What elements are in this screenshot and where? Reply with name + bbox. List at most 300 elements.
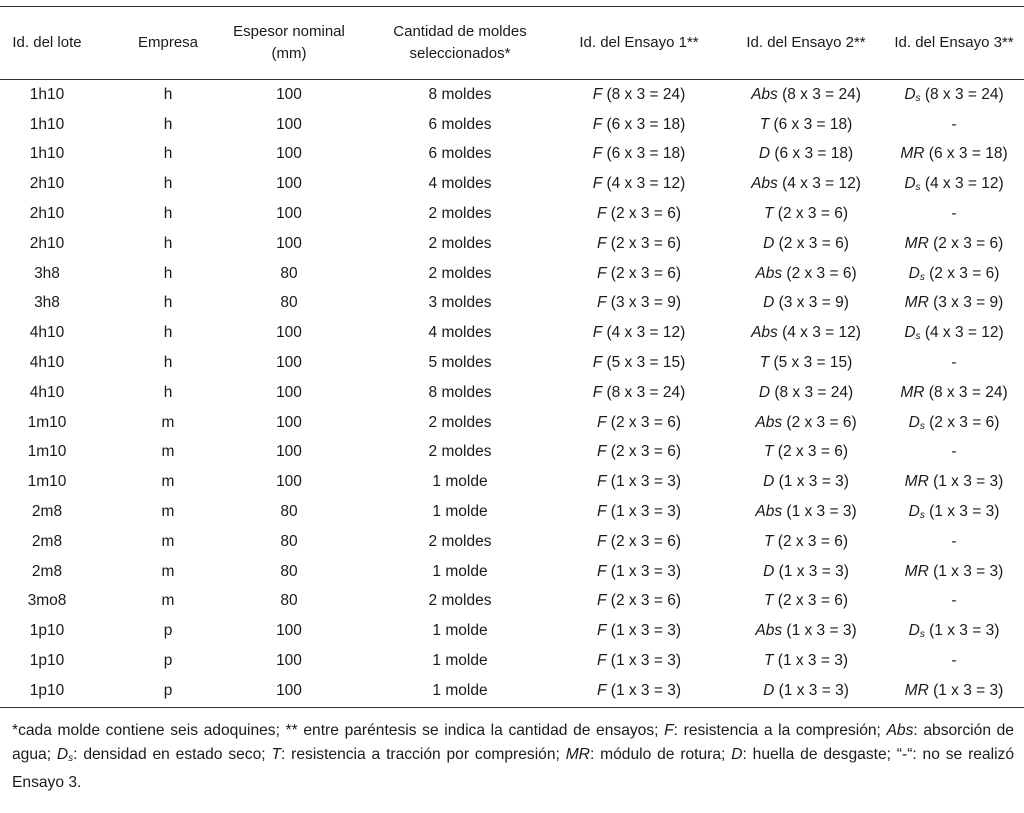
- header-lot-id: Id. del lote: [12, 34, 82, 51]
- cell-thickness: 100: [276, 85, 302, 103]
- cell-company: p: [163, 681, 173, 699]
- cell-lot-id: 3h8: [34, 294, 60, 312]
- test-code: T: [764, 532, 774, 550]
- header-company: Empresa: [137, 34, 199, 51]
- test-count: (8 x 3 = 24): [928, 383, 1008, 401]
- test-code: T: [759, 354, 770, 372]
- test-code: T: [764, 443, 774, 461]
- test-count: (8 x 3 = 24): [924, 85, 1004, 103]
- test-code: F: [592, 383, 603, 401]
- cell-test-2: [728, 378, 884, 408]
- test-count: (6 x 3 = 18): [774, 145, 854, 163]
- test-count: (2 x 3 = 6): [610, 532, 681, 550]
- cell-test-3: [884, 318, 1024, 348]
- cell-company: h: [163, 294, 173, 312]
- test-count: (1 x 3 = 3): [610, 503, 681, 521]
- cell-thickness: 100: [276, 175, 302, 193]
- test-code: F: [592, 324, 603, 342]
- table-row: [0, 169, 1024, 199]
- test-code: MR: [900, 383, 925, 401]
- test-count: (2 x 3 = 6): [610, 592, 681, 610]
- test-code: F: [597, 681, 607, 699]
- cell-test-2: [728, 199, 884, 229]
- test-count: -: [951, 115, 957, 133]
- cell-test-3: [884, 557, 1024, 587]
- cell-lot-id: 2m8: [31, 532, 63, 550]
- cell-company: p: [163, 652, 173, 670]
- cell-molds: 6 moldes: [428, 115, 492, 133]
- cell-company: h: [163, 115, 173, 133]
- test-code: F: [597, 294, 607, 312]
- test-count: -: [951, 592, 957, 610]
- test-count: (1 x 3 = 3): [610, 473, 681, 491]
- cell-lot-id: 1m10: [27, 473, 67, 491]
- cell-test-2: [728, 259, 884, 289]
- cell-thickness: 100: [276, 413, 302, 431]
- test-count: (3 x 3 = 9): [778, 294, 849, 312]
- cell-test-3: [884, 199, 1024, 229]
- test-count: -: [951, 652, 957, 670]
- header-thickness: Espesor nominal (mm): [233, 23, 345, 62]
- test-count: -: [951, 205, 957, 223]
- cell-thickness: 100: [276, 473, 302, 491]
- cell-test-2: [728, 587, 884, 617]
- cell-molds: 2 moldes: [428, 234, 492, 252]
- footnote-segment: F: [664, 722, 674, 739]
- cell-test-3: [884, 438, 1024, 468]
- test-count: (2 x 3 = 6): [929, 264, 1000, 282]
- test-code: $D_s$: [904, 324, 921, 343]
- cell-thickness: 80: [280, 592, 298, 610]
- cell-thickness: 100: [276, 443, 302, 461]
- cell-test-1: [560, 408, 718, 438]
- test-code: F: [597, 532, 607, 550]
- cell-company: h: [163, 145, 173, 163]
- cell-lot-id: 2h10: [29, 234, 65, 252]
- test-count: (2 x 3 = 6): [786, 264, 857, 282]
- test-code: Abs: [751, 175, 778, 193]
- cell-test-1: [560, 110, 718, 140]
- test-count: (1 x 3 = 3): [929, 622, 1000, 640]
- cell-test-2: [728, 497, 884, 527]
- test-count: (6 x 3 = 18): [773, 115, 853, 133]
- cell-company: m: [161, 503, 175, 521]
- cell-thickness: 100: [276, 145, 302, 163]
- cell-test-1: [560, 140, 718, 170]
- test-code: T: [764, 205, 774, 223]
- cell-molds: 4 moldes: [428, 324, 492, 342]
- cell-company: h: [163, 85, 173, 103]
- test-count: (2 x 3 = 6): [610, 443, 681, 461]
- test-code: F: [597, 622, 607, 640]
- cell-test-3: [884, 676, 1024, 706]
- cell-company: p: [163, 622, 173, 640]
- table-row: [0, 140, 1024, 170]
- cell-lot-id: 1p10: [29, 681, 65, 699]
- table-footnote: [12, 719, 1014, 795]
- test-count: (8 x 3 = 24): [782, 85, 861, 103]
- cell-test-2: [728, 169, 884, 199]
- cell-test-3: [884, 497, 1024, 527]
- test-count: (1 x 3 = 3): [778, 681, 849, 699]
- test-code: F: [592, 175, 603, 193]
- cell-lot-id: 3mo8: [27, 592, 67, 610]
- cell-lot-id: 1h10: [29, 145, 65, 163]
- test-code: F: [597, 473, 607, 491]
- test-code: D: [758, 383, 771, 401]
- cell-thickness: 100: [276, 652, 302, 670]
- cell-test-1: [560, 676, 718, 706]
- cell-thickness: 100: [276, 115, 302, 133]
- cell-thickness: 80: [280, 294, 298, 312]
- test-count: (4 x 3 = 12): [606, 175, 686, 193]
- cell-thickness: 80: [280, 562, 298, 580]
- test-code: Abs: [755, 503, 783, 521]
- test-count: (1 x 3 = 3): [778, 473, 849, 491]
- test-count: (2 x 3 = 6): [777, 443, 848, 461]
- footnote-segment: MR: [565, 746, 590, 763]
- test-count: -: [951, 532, 957, 550]
- test-count: (5 x 3 = 15): [773, 354, 853, 372]
- test-count: (2 x 3 = 6): [777, 205, 848, 223]
- table-bottom-rule: [0, 707, 1024, 708]
- cell-molds: 2 moldes: [428, 264, 492, 282]
- cell-lot-id: 1h10: [29, 115, 65, 133]
- cell-test-2: [728, 527, 884, 557]
- test-count: (1 x 3 = 3): [786, 503, 857, 521]
- test-count: (1 x 3 = 3): [610, 622, 681, 640]
- cell-molds: 1 molde: [432, 622, 488, 640]
- test-code: $D_s$: [908, 503, 925, 522]
- test-code: $D_s$: [904, 85, 921, 104]
- cell-molds: 8 moldes: [428, 85, 492, 103]
- test-count: (8 x 3 = 24): [774, 383, 854, 401]
- test-count: (3 x 3 = 9): [933, 294, 1004, 312]
- cell-test-1: [560, 199, 718, 229]
- test-count: (1 x 3 = 3): [933, 562, 1004, 580]
- footnote-segment: Abs: [886, 722, 914, 739]
- test-count: (8 x 3 = 24): [606, 85, 686, 103]
- table-row: [0, 289, 1024, 319]
- test-count: (2 x 3 = 6): [610, 413, 681, 431]
- cell-test-1: [560, 497, 718, 527]
- table-row: [0, 467, 1024, 497]
- test-count: (8 x 3 = 24): [606, 383, 686, 401]
- cell-test-2: [728, 408, 884, 438]
- cell-molds: 1 molde: [432, 681, 488, 699]
- cell-molds: 2 moldes: [428, 532, 492, 550]
- cell-test-1: [560, 348, 718, 378]
- test-code: MR: [904, 562, 929, 580]
- test-code: MR: [904, 681, 929, 699]
- footnote-segment: *cada molde contiene seis adoquines; ** entre paréntesis se indica la cantidad de ensayos;: [12, 722, 665, 739]
- test-code: Abs: [755, 413, 783, 431]
- test-count: (1 x 3 = 3): [610, 681, 681, 699]
- cell-lot-id: 1p10: [29, 622, 65, 640]
- test-code: F: [597, 652, 607, 670]
- cell-test-1: [560, 318, 718, 348]
- footnote-segment: : absorción de agua;: [12, 722, 1014, 763]
- header-test-1: Id. del Ensayo 1**: [579, 34, 699, 51]
- test-count: (4 x 3 = 12): [924, 324, 1004, 342]
- table-row: [0, 408, 1024, 438]
- cell-molds: 4 moldes: [428, 175, 492, 193]
- cell-test-2: [728, 676, 884, 706]
- table-header: [0, 7, 1024, 79]
- test-count: (5 x 3 = 15): [606, 354, 686, 372]
- cell-test-2: [728, 467, 884, 497]
- table-row: [0, 438, 1024, 468]
- test-code: D: [763, 234, 775, 252]
- cell-molds: 2 moldes: [428, 205, 492, 223]
- cell-molds: 5 moldes: [428, 354, 492, 372]
- cell-lot-id: 4h10: [29, 383, 65, 401]
- cell-test-2: [728, 140, 884, 170]
- cell-company: m: [161, 473, 175, 491]
- cell-test-3: [884, 527, 1024, 557]
- cell-lot-id: 3h8: [34, 264, 60, 282]
- cell-molds: 6 moldes: [428, 145, 492, 163]
- cell-test-1: [560, 646, 718, 676]
- cell-molds: 1 molde: [432, 503, 488, 521]
- test-code: F: [592, 354, 603, 372]
- test-count: (2 x 3 = 6): [610, 264, 681, 282]
- cell-test-1: [560, 259, 718, 289]
- cell-thickness: 80: [280, 503, 298, 521]
- cell-test-1: [560, 557, 718, 587]
- test-code: MR: [900, 145, 925, 163]
- cell-test-1: [560, 229, 718, 259]
- test-count: (4 x 3 = 12): [782, 324, 861, 342]
- table-row: [0, 259, 1024, 289]
- table-row: [0, 616, 1024, 646]
- cell-company: m: [161, 562, 175, 580]
- cell-test-3: [884, 646, 1024, 676]
- cell-lot-id: 4h10: [29, 324, 65, 342]
- test-count: -: [951, 443, 957, 461]
- test-code: D: [763, 562, 775, 580]
- cell-test-1: [560, 616, 718, 646]
- header-test-2: Id. del Ensayo 2**: [746, 34, 866, 51]
- cell-test-1: [560, 378, 718, 408]
- cell-test-2: [728, 348, 884, 378]
- cell-test-3: [884, 110, 1024, 140]
- test-count: -: [951, 354, 957, 372]
- test-count: (4 x 3 = 12): [782, 175, 861, 193]
- cell-thickness: 80: [280, 532, 298, 550]
- cell-test-3: [884, 140, 1024, 170]
- cell-test-2: [728, 438, 884, 468]
- cell-company: m: [161, 413, 175, 431]
- cell-company: m: [161, 592, 175, 610]
- test-code: Abs: [755, 622, 783, 640]
- cell-lot-id: 1h10: [29, 85, 65, 103]
- cell-company: h: [163, 175, 173, 193]
- test-code: F: [597, 592, 607, 610]
- test-code: F: [597, 413, 607, 431]
- cell-test-1: [560, 289, 718, 319]
- cell-company: h: [163, 354, 173, 372]
- cell-test-3: [884, 378, 1024, 408]
- cell-company: h: [163, 234, 173, 252]
- footnote-segment: T: [271, 746, 281, 763]
- cell-thickness: 100: [276, 205, 302, 223]
- table-row: [0, 110, 1024, 140]
- cell-test-1: [560, 527, 718, 557]
- table-row: [0, 378, 1024, 408]
- table-row: [0, 527, 1024, 557]
- cell-test-2: [728, 616, 884, 646]
- test-count: (1 x 3 = 3): [610, 652, 681, 670]
- cell-test-3: [884, 408, 1024, 438]
- cell-test-3: [884, 587, 1024, 617]
- footnote-segment: $D_s$: [56, 746, 74, 764]
- table-row: [0, 318, 1024, 348]
- cell-test-1: [560, 169, 718, 199]
- test-count: (2 x 3 = 6): [933, 234, 1004, 252]
- cell-lot-id: 1m10: [27, 413, 67, 431]
- cell-thickness: 100: [276, 681, 302, 699]
- test-count: (3 x 3 = 9): [610, 294, 681, 312]
- test-count: (2 x 3 = 6): [786, 413, 857, 431]
- cell-test-2: [728, 557, 884, 587]
- cell-test-2: [728, 229, 884, 259]
- cell-test-3: [884, 289, 1024, 319]
- header-molds: Cantidad de moldes seleccionados*: [393, 23, 527, 62]
- footnote-segment: : resistencia a tracción por compresión;: [280, 746, 566, 763]
- test-code: $D_s$: [904, 175, 921, 194]
- test-code: T: [764, 652, 774, 670]
- footnote-segment: : resistencia a la compresión;: [673, 722, 887, 739]
- cell-molds: 2 moldes: [428, 443, 492, 461]
- table-row: [0, 348, 1024, 378]
- cell-test-1: [560, 438, 718, 468]
- test-count: (4 x 3 = 12): [924, 175, 1004, 193]
- cell-test-2: [728, 110, 884, 140]
- cell-test-2: [728, 318, 884, 348]
- test-count: (6 x 3 = 18): [606, 145, 686, 163]
- cell-test-2: [728, 289, 884, 319]
- test-count: (4 x 3 = 12): [606, 324, 686, 342]
- cell-test-2: [728, 646, 884, 676]
- test-count: (1 x 3 = 3): [933, 681, 1004, 699]
- cell-test-3: [884, 348, 1024, 378]
- test-code: D: [758, 145, 771, 163]
- table-row: [0, 646, 1024, 676]
- table-row: [0, 497, 1024, 527]
- cell-thickness: 100: [276, 234, 302, 252]
- test-code: T: [759, 115, 770, 133]
- cell-thickness: 100: [276, 354, 302, 372]
- test-code: Abs: [751, 324, 778, 342]
- test-count: (1 x 3 = 3): [929, 503, 1000, 521]
- cell-molds: 1 molde: [432, 473, 488, 491]
- test-code: F: [597, 503, 607, 521]
- test-code: $D_s$: [908, 264, 925, 283]
- cell-test-1: [560, 80, 718, 110]
- test-code: D: [763, 473, 775, 491]
- test-code: $D_s$: [908, 413, 925, 432]
- test-code: F: [592, 115, 603, 133]
- cell-thickness: 100: [276, 622, 302, 640]
- cell-lot-id: 1m10: [27, 443, 67, 461]
- test-code: D: [763, 294, 775, 312]
- test-count: (2 x 3 = 6): [610, 205, 681, 223]
- cell-company: m: [161, 532, 175, 550]
- cell-molds: 2 moldes: [428, 592, 492, 610]
- test-code: $D_s$: [908, 622, 925, 641]
- cell-company: h: [163, 205, 173, 223]
- test-code: MR: [904, 294, 929, 312]
- cell-thickness: 100: [276, 324, 302, 342]
- cell-thickness: 100: [276, 383, 302, 401]
- test-count: (1 x 3 = 3): [777, 652, 848, 670]
- cell-lot-id: 2m8: [31, 562, 63, 580]
- footnote-segment: : huella de desgaste; “-“: no se realizó Ensayo 3.: [12, 746, 1015, 791]
- cell-company: h: [163, 324, 173, 342]
- test-count: (2 x 3 = 6): [929, 413, 1000, 431]
- footnote-segment: : módulo de rotura;: [589, 746, 732, 763]
- test-code: F: [592, 145, 603, 163]
- cell-test-3: [884, 229, 1024, 259]
- test-code: D: [763, 681, 775, 699]
- test-code: F: [597, 443, 607, 461]
- test-code: F: [597, 264, 607, 282]
- cell-test-3: [884, 467, 1024, 497]
- cell-test-3: [884, 169, 1024, 199]
- test-count: (2 x 3 = 6): [610, 234, 681, 252]
- test-code: Abs: [755, 264, 783, 282]
- cell-test-2: [728, 80, 884, 110]
- test-count: (1 x 3 = 3): [786, 622, 857, 640]
- cell-test-3: [884, 259, 1024, 289]
- test-code: F: [597, 205, 607, 223]
- footnote-segment: D: [731, 746, 743, 763]
- test-code: F: [597, 234, 607, 252]
- table-row: [0, 199, 1024, 229]
- test-count: (2 x 3 = 6): [778, 234, 849, 252]
- cell-test-3: [884, 616, 1024, 646]
- header-test-3: Id. del Ensayo 3**: [894, 34, 1014, 51]
- cell-molds: 8 moldes: [428, 383, 492, 401]
- cell-test-3: [884, 80, 1024, 110]
- cell-company: h: [163, 264, 173, 282]
- test-count: (6 x 3 = 18): [606, 115, 686, 133]
- test-count: (1 x 3 = 3): [933, 473, 1004, 491]
- cell-thickness: 80: [280, 264, 298, 282]
- cell-test-1: [560, 587, 718, 617]
- cell-lot-id: 1p10: [29, 652, 65, 670]
- cell-molds: 1 molde: [432, 652, 488, 670]
- test-code: F: [597, 562, 607, 580]
- test-code: MR: [904, 473, 929, 491]
- test-count: (2 x 3 = 6): [777, 592, 848, 610]
- cell-test-1: [560, 467, 718, 497]
- test-count: (1 x 3 = 3): [778, 562, 849, 580]
- cell-lot-id: 4h10: [29, 354, 65, 372]
- test-code: F: [592, 85, 603, 103]
- cell-lot-id: 2h10: [29, 205, 65, 223]
- cell-lot-id: 2m8: [31, 503, 63, 521]
- table-row: [0, 587, 1024, 617]
- test-count: (1 x 3 = 3): [610, 562, 681, 580]
- test-code: MR: [904, 234, 929, 252]
- cell-company: h: [163, 383, 173, 401]
- table-row: [0, 229, 1024, 259]
- table-row: [0, 80, 1024, 110]
- footnote-segment: : densidad en estado seco;: [73, 746, 272, 763]
- cell-molds: 1 molde: [432, 562, 488, 580]
